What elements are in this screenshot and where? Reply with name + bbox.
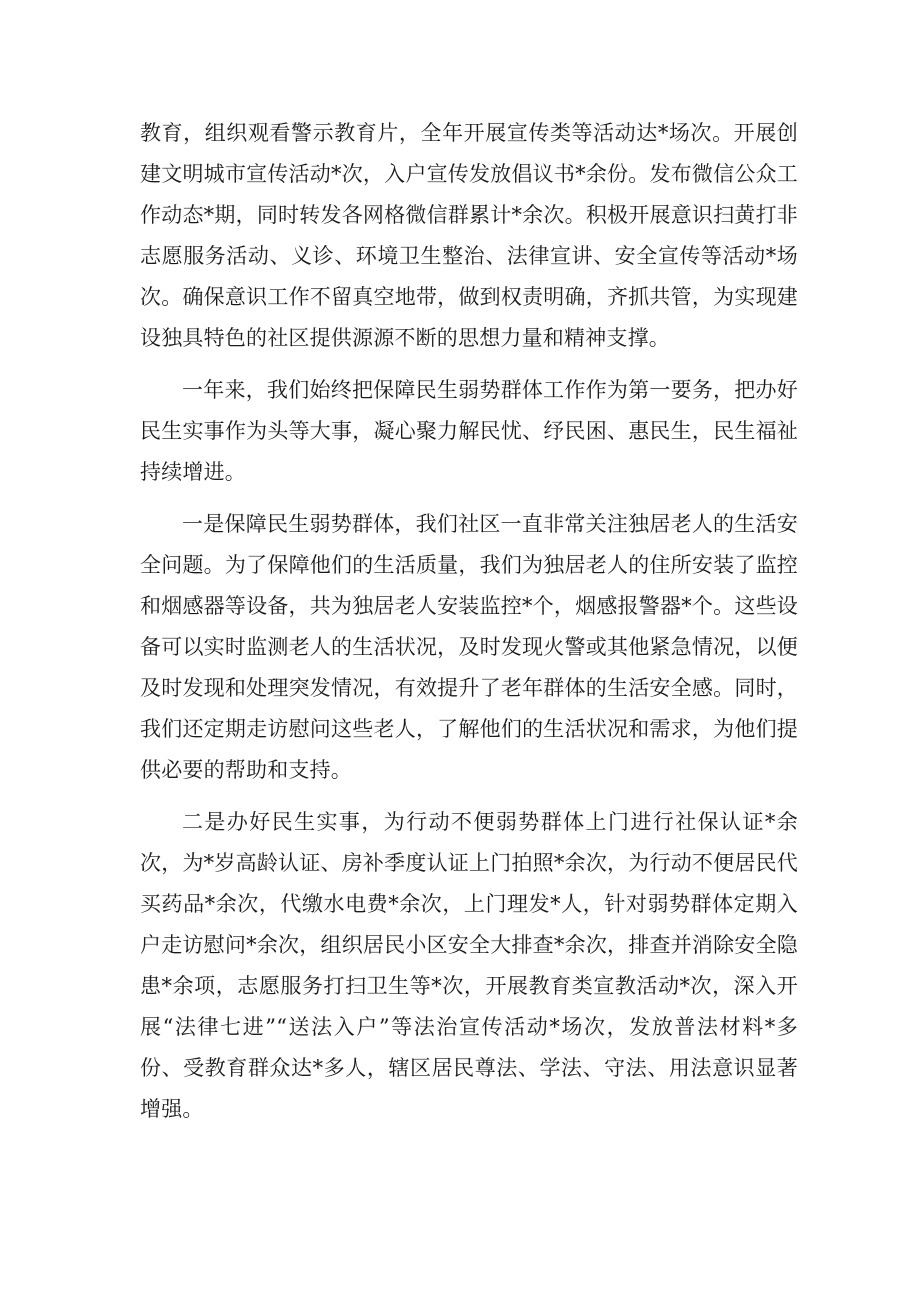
paragraph-practical-matters: 二是办好民生实事，为行动不便弱势群体上门进行社保认证*余次，为*岁高龄认证、房补季度认证上门拍照*余次，为行动不便居民代买药品*余次，代缴水电费*余次，上门理发*人，针对弱势群体定期入户走访慰问*余次，组织居民小区安全大排查*余次，排查并消除安全隐患*余项，志愿服务打扫卫生等*次，开展教育类宣教活动*次，深入开展“法律七进”“送法入户”等法治宣传活动*场次，发放普法材料*多份、受教育群众达*多人，辖区居民尊法、学法、守法、用法意识显著增强。 [140, 810, 798, 1121]
paragraph-vulnerable-groups: 一是保障民生弱势群体，我们社区一直非常关注独居老人的生活安全问题。为了保障他们的生活质量，我们为独居老人的住所安装了监控和烟感器等设备，共为独居老人安装监控*个，烟感报警器*个。这些设备可以实时监测老人的生活状况，及时发现火警或其他紧急情况，以便及时发现和处理突发情况，有效提升了老年群体的生活安全感。同时，我们还定期走访慰问这些老人，了解他们的生活状况和需求，为他们提供必要的帮助和支持。 [140, 512, 798, 782]
paragraph-livelihood-intro: 一年来，我们始终把保障民生弱势群体工作作为第一要务，把办好民生实事作为头等大事，凝心聚力解民忧、纾民困、惠民生，民生福祉持续增进。 [140, 378, 798, 484]
document-body [140, 113, 798, 1141]
paragraph-propaganda-continued: 教育，组织观看警示教育片，全年开展宣传类等活动达*场次。开展创建文明城市宣传活动*次，入户宣传发放倡议书*余份。发布微信公众工作动态*期，同时转发各网格微信群累计*余次。积极开展意识扫黄打非志愿服务活动、义诊、环境卫生整治、法律宣讲、安全宣传等活动*场次。确保意识工作不留真空地带，做到权责明确，齐抓共管，为实现建设独具特色的社区提供源源不断的思想力量和精神支撑。 [140, 121, 798, 350]
